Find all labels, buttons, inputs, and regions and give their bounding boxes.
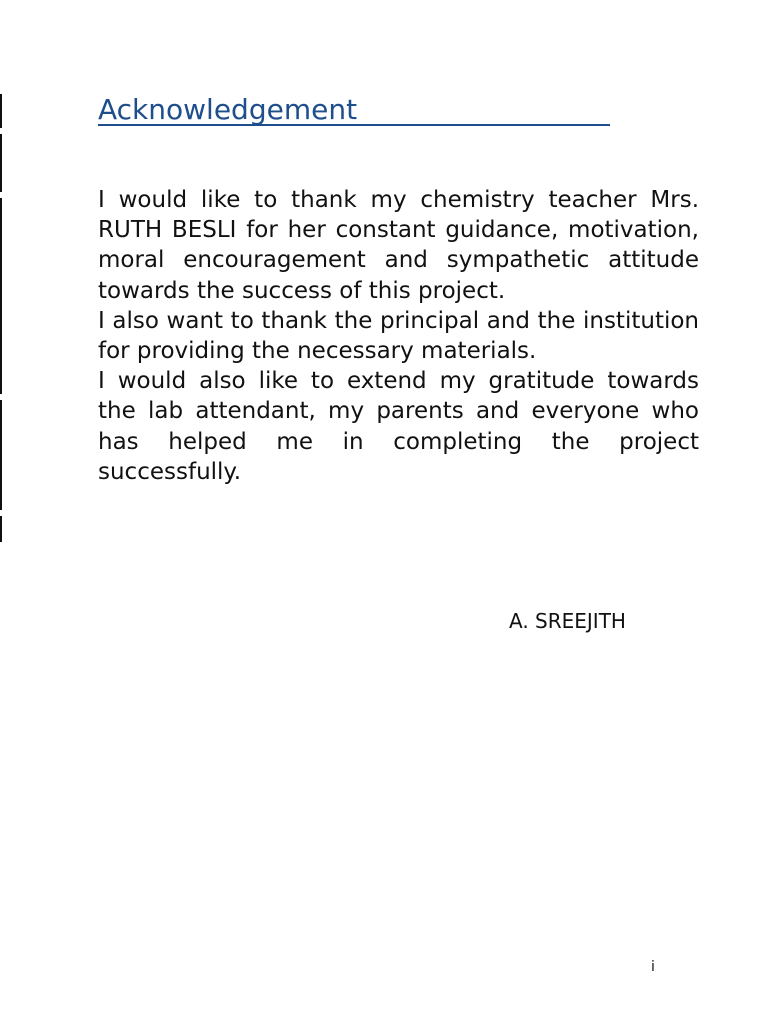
page-number: i: [651, 959, 655, 975]
paragraph-gratitude: I would also like to extend my gratitude towards the lab attendant, my parents and everyone who has helped me in completing the project successfully.: [98, 368, 699, 485]
body-text: [98, 185, 699, 487]
paragraph-thanks-principal: I also want to thank the principal and the institution for providing the necessary materials.: [98, 307, 699, 365]
margin-rule: [0, 198, 2, 394]
page-title: Acknowledgement: [98, 94, 610, 126]
margin-rule: [0, 134, 2, 192]
margin-rule: [0, 94, 2, 128]
signature-name: A. SREEJITH: [509, 609, 626, 633]
margin-rule: [0, 516, 2, 542]
paragraph-thanks-teacher: I would like to thank my chemistry teacher Mrs. RUTH BESLI for her constant guidance, motivation, moral encouragement and sympathetic attitude towards the success of this project.: [98, 187, 699, 304]
margin-rule: [0, 400, 2, 510]
